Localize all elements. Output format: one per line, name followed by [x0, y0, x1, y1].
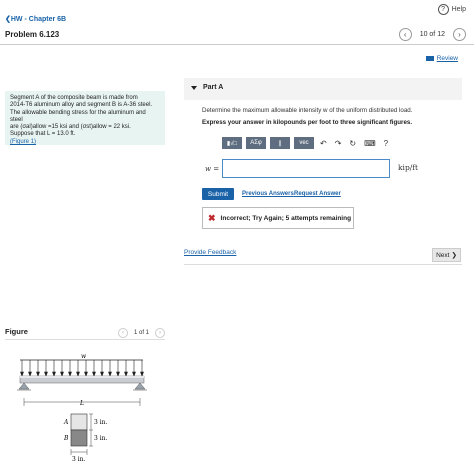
load-label: w — [81, 353, 87, 360]
distributed-load-arrows — [20, 360, 144, 376]
review-label: Review — [436, 55, 458, 62]
chevron-right-icon: ❯ — [451, 252, 457, 259]
vector-button[interactable]: vec — [294, 137, 314, 149]
length-label: L — [80, 400, 84, 407]
part-a-header[interactable] — [184, 78, 462, 100]
problem-statement — [5, 91, 165, 145]
problem-pager — [399, 28, 466, 41]
reset-icon[interactable]: ↻ — [349, 138, 357, 148]
dim-bottom-label: 3 in. — [94, 435, 108, 442]
review-icon — [426, 56, 434, 61]
request-answer-link[interactable]: Request Answer — [294, 191, 341, 197]
help-question-icon[interactable]: ? — [383, 138, 389, 148]
segment-a-label: A — [64, 419, 69, 426]
pager-text: 10 of 12 — [419, 31, 445, 38]
feedback-message: Incorrect; Try Again; 5 attempts remaining — [220, 214, 352, 222]
divider — [5, 339, 165, 340]
beam-figure — [15, 352, 155, 467]
page-title: Problem 6.123 — [5, 30, 60, 39]
keyboard-icon[interactable]: ⌨ — [364, 138, 376, 148]
error-icon: ✖ — [208, 212, 216, 223]
figure-next-button[interactable]: › — [155, 328, 165, 338]
figure-pager — [118, 328, 165, 338]
back-link[interactable] — [5, 15, 66, 23]
units-button[interactable]: ∥ — [270, 137, 290, 149]
segment-b — [71, 430, 87, 446]
review-link[interactable] — [426, 55, 458, 62]
figure-label: Figure — [5, 327, 28, 336]
undo-icon[interactable]: ↶ — [320, 138, 327, 148]
feedback-box — [202, 207, 354, 229]
figure-prev-button[interactable]: ‹ — [118, 328, 128, 338]
help-icon: ? — [438, 4, 449, 15]
divider — [0, 44, 474, 45]
beam-highlight — [20, 376, 144, 378]
submit-button[interactable]: Submit — [202, 188, 234, 200]
dim-top-label: 3 in. — [94, 419, 108, 426]
statement-line: Suppose that L = 13.0 ft. — [10, 131, 76, 138]
math-toolbar — [222, 137, 390, 149]
statement-line: 2014-T6 aluminum alloy and segment B is A-36 steel. — [10, 102, 153, 109]
question-instruction: Express your answer in kilopounds per foot to three significant figures. — [202, 119, 413, 126]
back-label: HW - Chapter 6B — [10, 16, 67, 23]
redo-icon[interactable]: ↷ — [334, 138, 342, 148]
dim-width-label: 3 in. — [72, 456, 86, 463]
answer-label: w = — [205, 165, 220, 173]
previous-answers-link[interactable]: Previous Answers — [242, 191, 294, 197]
greek-button[interactable]: AΣφ — [246, 137, 266, 149]
collapse-icon — [191, 86, 197, 90]
statement-line: The allowable bending stress for the aluminum and steel — [10, 109, 146, 123]
roller-support — [135, 383, 145, 389]
chevron-left-icon: ❮ — [5, 16, 11, 23]
next-button[interactable] — [432, 248, 461, 262]
divider — [184, 264, 462, 265]
answer-input[interactable] — [222, 159, 390, 178]
figure-link[interactable]: (Figure 1) — [10, 138, 37, 145]
provide-feedback-link[interactable]: Provide Feedback — [184, 249, 237, 256]
help-label: Help — [451, 6, 466, 13]
pin-support — [19, 383, 29, 389]
part-a-title: Part A — [203, 84, 224, 91]
help-link[interactable] — [438, 4, 466, 15]
templates-button[interactable]: ▮√□ — [222, 137, 242, 149]
answer-unit: kip/ft — [398, 163, 419, 172]
prev-problem-button[interactable]: ‹ — [399, 28, 412, 41]
segment-a — [71, 414, 87, 430]
next-label: Next — [436, 251, 450, 259]
next-problem-button[interactable]: › — [453, 28, 466, 41]
statement-line: Segment A of the composite beam is made from — [10, 95, 138, 101]
segment-b-label: B — [64, 435, 69, 442]
question-text: Determine the maximum allowable intensity w of the uniform distributed load. — [202, 107, 413, 114]
figure-pager-text: 1 of 1 — [134, 330, 150, 336]
statement-line: are (σal)allow =15 ksi and (σst)allow = 22 ksi. — [10, 124, 131, 131]
part-a-title-row[interactable] — [191, 84, 223, 91]
